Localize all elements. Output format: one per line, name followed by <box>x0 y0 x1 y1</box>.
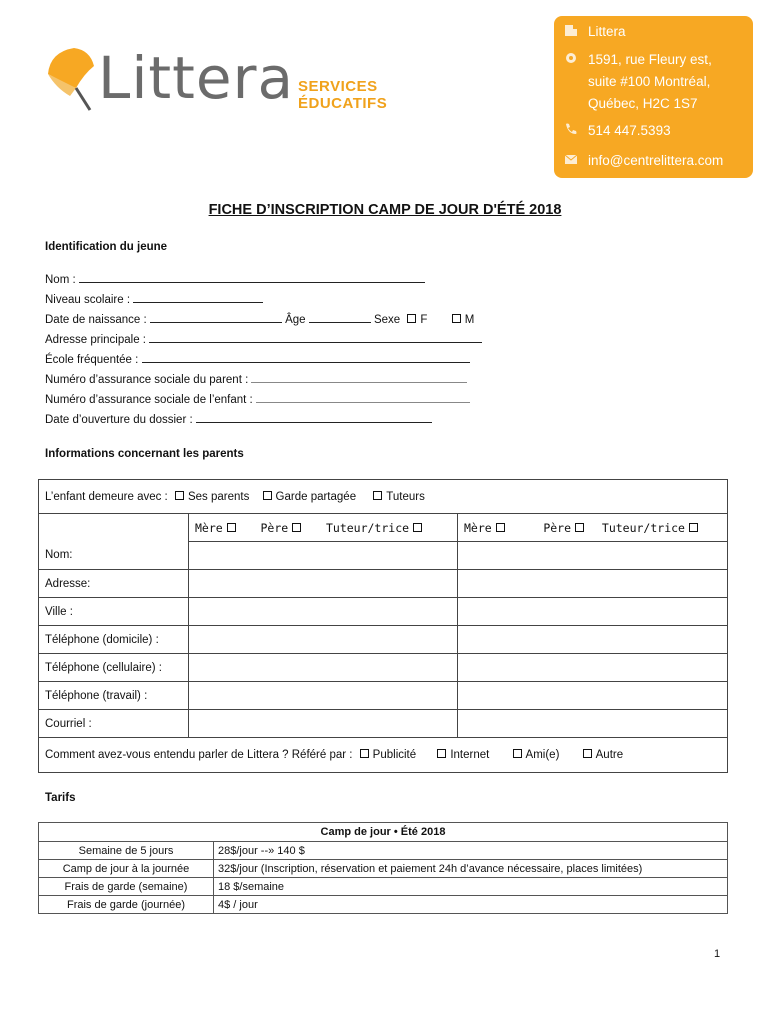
tarif-row: Frais de garde (journée) 4$ / jour <box>39 896 728 914</box>
parent2-pere-checkbox[interactable] <box>575 523 584 532</box>
parent2-tuteur-checkbox[interactable] <box>689 523 698 532</box>
ecole-field[interactable] <box>142 352 470 363</box>
demeure-row: L’enfant demeure avec : Ses parents Garde partagée Tuteurs <box>39 480 728 514</box>
parent1-mere-checkbox[interactable] <box>227 523 236 532</box>
ami-checkbox[interactable] <box>513 749 522 758</box>
tarif-row: Frais de garde (semaine) 18 $/semaine <box>39 878 728 896</box>
parent-field-row: Nom: <box>39 542 728 570</box>
tarifs-table <box>38 822 728 914</box>
garde-partagee-checkbox[interactable] <box>263 491 272 500</box>
parent-field-row: Ville : <box>39 598 728 626</box>
nas-parent-field[interactable] <box>251 372 467 383</box>
parent2-tel-travail-cell[interactable] <box>458 682 728 710</box>
parent1-tel-travail-cell[interactable] <box>189 682 458 710</box>
publicite-checkbox[interactable] <box>360 749 369 758</box>
parent2-ville-cell[interactable] <box>458 598 728 626</box>
nas-enfant-line: Numéro d’assurance sociale de l’enfant : <box>45 392 470 406</box>
section-heading-parents: Informations concernant les parents <box>45 448 244 460</box>
tarif-row: Camp de jour à la journée 32$/jour (Inscription, réservation et paiement 24h d’avance nécessaire, places limitées) <box>39 860 728 878</box>
littera-logo <box>40 38 388 118</box>
adresse-field[interactable] <box>149 332 482 343</box>
tuteurs-checkbox[interactable] <box>373 491 382 500</box>
parent-field-row: Adresse: <box>39 570 728 598</box>
tarif-row: Semaine de 5 jours 28$/jour --» 140 $ <box>39 842 728 860</box>
parent1-ville-cell[interactable] <box>189 598 458 626</box>
autre-checkbox[interactable] <box>583 749 592 758</box>
section-heading-identification: Identification du jeune <box>45 241 168 253</box>
naissance-field[interactable] <box>150 312 282 323</box>
parent2-tel-cellulaire-cell[interactable] <box>458 654 728 682</box>
parent2-tel-domicile-cell[interactable] <box>458 626 728 654</box>
parent-field-row: Courriel : <box>39 710 728 738</box>
niveau-field[interactable] <box>133 292 263 303</box>
tarifs-title-row <box>39 823 728 842</box>
niveau-line: Niveau scolaire : <box>45 292 263 306</box>
sexe-m-checkbox[interactable] <box>452 314 461 323</box>
contact-name-row: Littera <box>564 21 626 43</box>
contact-email-row: info@centrelittera.com <box>564 150 723 172</box>
envelope-icon <box>564 152 578 166</box>
ouverture-line: Date d’ouverture du dossier : <box>45 412 432 426</box>
phone-icon <box>564 122 578 136</box>
ecole-line: École fréquentée : <box>45 352 470 366</box>
referral-row: Comment avez-vous entendu parler de Littera ? Référé par : Publicité Internet Ami(e) Autre <box>39 738 728 773</box>
internet-checkbox[interactable] <box>437 749 446 758</box>
ouverture-field[interactable] <box>196 412 432 423</box>
quill-logo-icon <box>40 44 100 114</box>
sexe-f-checkbox[interactable] <box>407 314 416 323</box>
parent2-adresse-cell[interactable] <box>458 570 728 598</box>
parent-field-row: Téléphone (travail) : <box>39 682 728 710</box>
age-field[interactable] <box>309 312 371 323</box>
naissance-line: Date de naissance : Âge Sexe F M <box>45 314 475 326</box>
nas-parent-line: Numéro d’assurance sociale du parent : <box>45 372 467 386</box>
parent2-nom-cell[interactable] <box>458 542 728 570</box>
parent-field-row: Téléphone (domicile) : <box>39 626 728 654</box>
page-number: 1 <box>714 948 721 960</box>
logo-wordmark: Littera <box>98 44 294 112</box>
contact-box <box>554 16 753 178</box>
parent1-tuteur-checkbox[interactable] <box>413 523 422 532</box>
parents-table <box>38 479 728 773</box>
parent1-pere-checkbox[interactable] <box>292 523 301 532</box>
adresse-line: Adresse principale : <box>45 332 482 346</box>
gear-icon <box>564 51 578 65</box>
parent1-tel-cellulaire-cell[interactable] <box>189 654 458 682</box>
building-icon <box>564 23 578 37</box>
parent-role-row: Mère Père Tuteur/trice Mère Père Tuteur/trice <box>39 514 728 542</box>
parent-field-row: Téléphone (cellulaire) : <box>39 654 728 682</box>
nas-enfant-field[interactable] <box>256 392 470 403</box>
parent2-courriel-cell[interactable] <box>458 710 728 738</box>
parent1-adresse-cell[interactable] <box>189 570 458 598</box>
nom-line: Nom : <box>45 272 425 286</box>
parent1-nom-cell[interactable] <box>189 542 458 570</box>
parent1-courriel-cell[interactable] <box>189 710 458 738</box>
parent1-tel-domicile-cell[interactable] <box>189 626 458 654</box>
nom-field[interactable] <box>79 272 425 283</box>
contact-address-row: 1591, rue Fleury est, suite #100 Montréal, Québec, H2C 1S7 <box>564 49 712 115</box>
page-title: FICHE D’INSCRIPTION CAMP DE JOUR D'ÉTÉ 2018 <box>208 202 562 218</box>
section-heading-tarifs: Tarifs <box>45 792 76 804</box>
parent2-mere-checkbox[interactable] <box>496 523 505 532</box>
tarifs-table-title: Camp de jour • Été 2018 <box>39 823 728 842</box>
ses-parents-checkbox[interactable] <box>175 491 184 500</box>
contact-phone-row: 514 447.5393 <box>564 120 671 142</box>
logo-subtitle: SERVICES ÉDUCATIFS <box>298 78 388 112</box>
